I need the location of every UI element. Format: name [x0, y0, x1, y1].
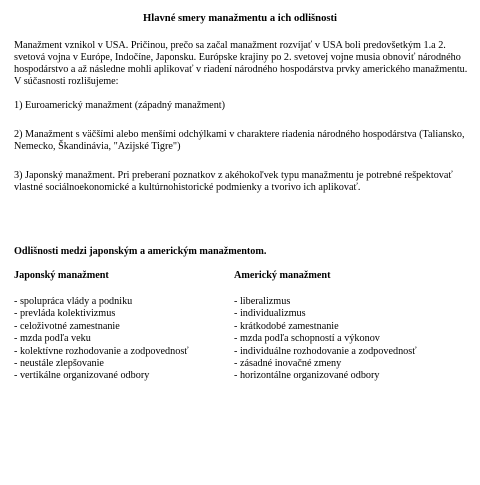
- list-item: - liberalizmus: [234, 296, 291, 307]
- american-list: [234, 296, 454, 383]
- list-item: - mzda podľa veku: [14, 333, 91, 345]
- list-item: - mzda podľa schopností a výkonov: [234, 333, 380, 345]
- japanese-list: [14, 296, 234, 383]
- list-item: - prevláda kolektivizmus: [14, 308, 116, 320]
- list-item: - zásadné inovačné zmeny: [234, 358, 342, 370]
- list-item: - spolupráca vlády a podniku: [14, 296, 133, 307]
- point-3: 3) Japonský manažment. Pri preberaní poznatkov z akéhokoľvek typu manažmentu je potrebné rešpektovať vlastné sociálnoekonomické a kultúrnohistorické podmienky a tvorivo ich aplikovať.: [14, 170, 453, 193]
- list-item: - krátkodobé zamestnanie: [234, 320, 339, 332]
- list-item: - individuálne rozhodovanie a zodpovednosť: [234, 345, 417, 357]
- point-2: 2) Manažment s väčšími alebo menšími odchýlkami v charaktere riadenia národného hospodárstva (Taliansko, Nemecko, Škandinávia, "Azijské Tigre"): [14, 129, 465, 152]
- list-item: - celoživotné zamestnanie: [14, 320, 120, 332]
- japanese-column: [14, 270, 234, 383]
- list-item: - vertikálne organizované odbory: [14, 370, 150, 382]
- comparison-title: Odlišnosti medzi japonským a americkým manažmentom.: [14, 246, 267, 257]
- point-1: 1) Euroamerický manažment (západný manažment): [14, 100, 226, 111]
- american-heading: Americký manažment: [234, 270, 331, 281]
- list-item: - individualizmus: [234, 308, 306, 320]
- list-item: - neustále zlepšovanie: [14, 358, 104, 370]
- american-column: [234, 270, 454, 383]
- list-item: - kolektívne rozhodovanie a zodpovednosť: [14, 345, 189, 357]
- list-item: - horizontálne organizované odbory: [234, 370, 380, 382]
- intro-paragraph: Manažment vznikol v USA. Pričinou, prečo sa začal manažment rozvíjať v USA boli predovšetkým 1.a 2. svetová vojna v Európe, Indočíne, Japonsku. Európske krajiny po 2. svetovej vojne musia obnoviť národného hospodárstvo a až následne mohli aplikovať v riadení národného hospodárstva prvky amerického manažmentu. V súčasnosti rozlišujeme:: [14, 40, 468, 87]
- japanese-heading: Japonský manažment: [14, 270, 109, 281]
- document-title: Hlavné smery manažmentu a ich odlišnosti: [143, 13, 337, 24]
